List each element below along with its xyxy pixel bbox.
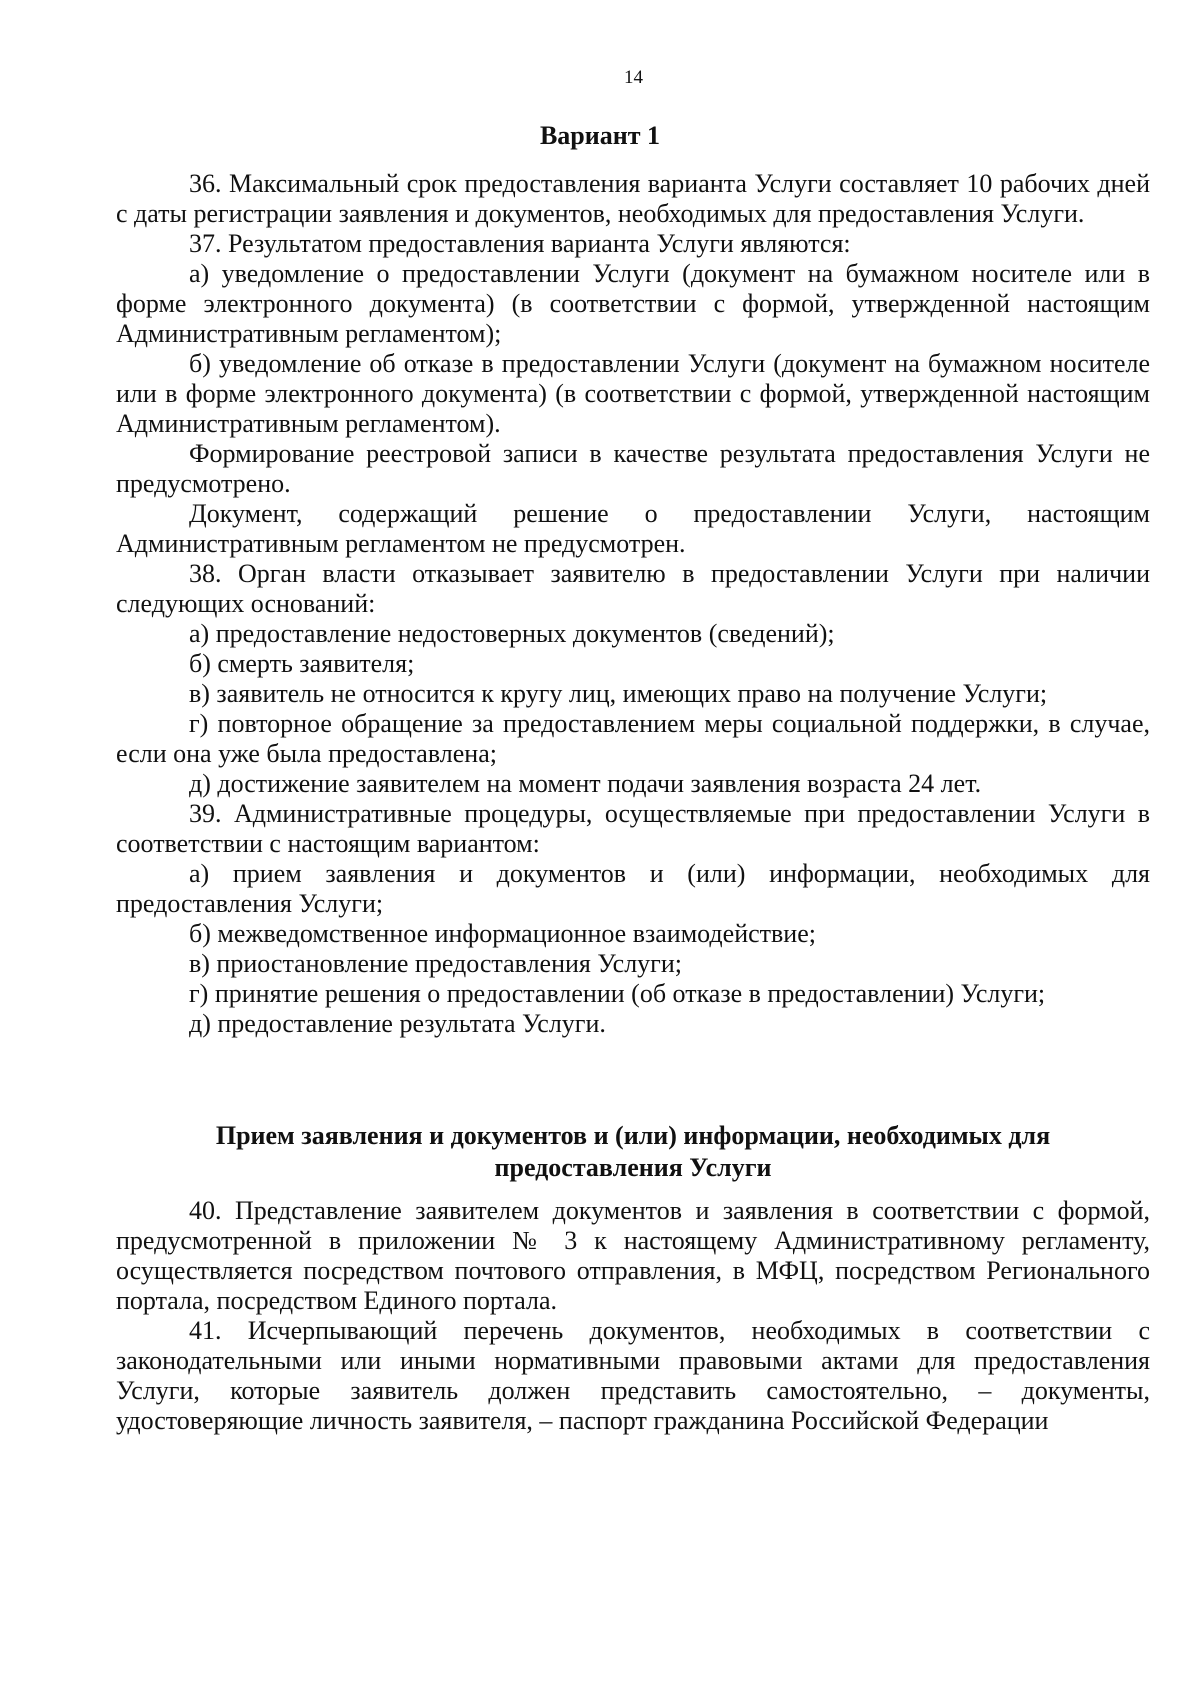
paragraph-40: 40. Представление заявителем документов и заявления в соответствии с формой, предусмотренной в приложении № 3 к настоящему Административному регламенту, осуществляется посредством почтового отправления, в МФЦ, посредством Регионального портала, посредством Единого портала. xyxy=(116,1196,1150,1315)
paragraph-38-a: а) предоставление недостоверных документов (сведений); xyxy=(189,619,835,648)
paragraph-38: 38. Орган власти отказывает заявителю в предоставлении Услуги при наличии следующих оснований: xyxy=(116,559,1150,618)
paragraph-38-d: г) повторное обращение за предоставлением меры социальной поддержки, в случае, если она уже была предоставлена; xyxy=(116,709,1150,768)
paragraph-39: 39. Административные процедуры, осуществляемые при предоставлении Услуги в соответствии с настоящим вариантом: xyxy=(116,799,1150,858)
paragraph-39-a: а) прием заявления и документов и (или) информации, необходимых для предоставления Услуги; xyxy=(116,859,1150,918)
paragraph-37: 37. Результатом предоставления варианта Услуги являются: xyxy=(189,229,851,258)
section-heading xyxy=(116,1120,1150,1184)
paragraph-38-b: б) смерть заявителя; xyxy=(189,649,415,678)
paragraph-37-b: б) уведомление об отказе в предоставлении Услуги (документ на бумажном носителе или в форме электронного документа) (в соответствии с формой, утвержденной настоящим Административным регламентом). xyxy=(116,349,1150,438)
paragraph-39-d: г) принятие решения о предоставлении (об отказе в предоставлении) Услуги; xyxy=(189,979,1046,1008)
body-section-2 xyxy=(116,1196,1150,1436)
paragraph-registry-record: Формирование реестровой записи в качестве результата предоставления Услуги не предусмотрено. xyxy=(116,439,1150,498)
variant-heading: Вариант 1 xyxy=(539,121,661,150)
page-number: 14 xyxy=(624,67,643,88)
paragraph-38-e: д) достижение заявителем на момент подачи заявления возраста 24 лет. xyxy=(189,769,982,798)
paragraph-41: 41. Исчерпывающий перечень документов, необходимых в соответствии с законодательными или иными нормативными правовыми актами для предоставления Услуги, которые заявитель должен представить самостоятельно, – документы, удостоверяющие личность заявителя, – паспорт гражданина Российской Федерации xyxy=(116,1316,1150,1435)
paragraph-38-c: в) заявитель не относится к кругу лиц, имеющих право на получение Услуги; xyxy=(189,679,1048,708)
paragraph-39-c: в) приостановление предоставления Услуги; xyxy=(189,949,682,978)
paragraph-39-b: б) межведомственное информационное взаимодействие; xyxy=(189,919,816,948)
paragraph-decision-document: Документ, содержащий решение о предоставлении Услуги, настоящим Административным регламентом не предусмотрен. xyxy=(116,499,1150,558)
section-heading-line-2: предоставления Услуги xyxy=(494,1153,772,1182)
section-heading-line-1: Прием заявления и документов и (или) информации, необходимых для xyxy=(215,1121,1051,1150)
paragraph-39-e: д) предоставление результата Услуги. xyxy=(189,1009,606,1038)
paragraph-37-a: а) уведомление о предоставлении Услуги (документ на бумажном носителе или в форме электронного документа) (в соответствии с формой, утвержденной настоящим Административным регламентом); xyxy=(116,259,1150,348)
body-section-1 xyxy=(116,169,1150,1039)
paragraph-36: 36. Максимальный срок предоставления варианта Услуги составляет 10 рабочих дней с даты регистрации заявления и документов, необходимых для предоставления Услуги. xyxy=(116,169,1150,228)
